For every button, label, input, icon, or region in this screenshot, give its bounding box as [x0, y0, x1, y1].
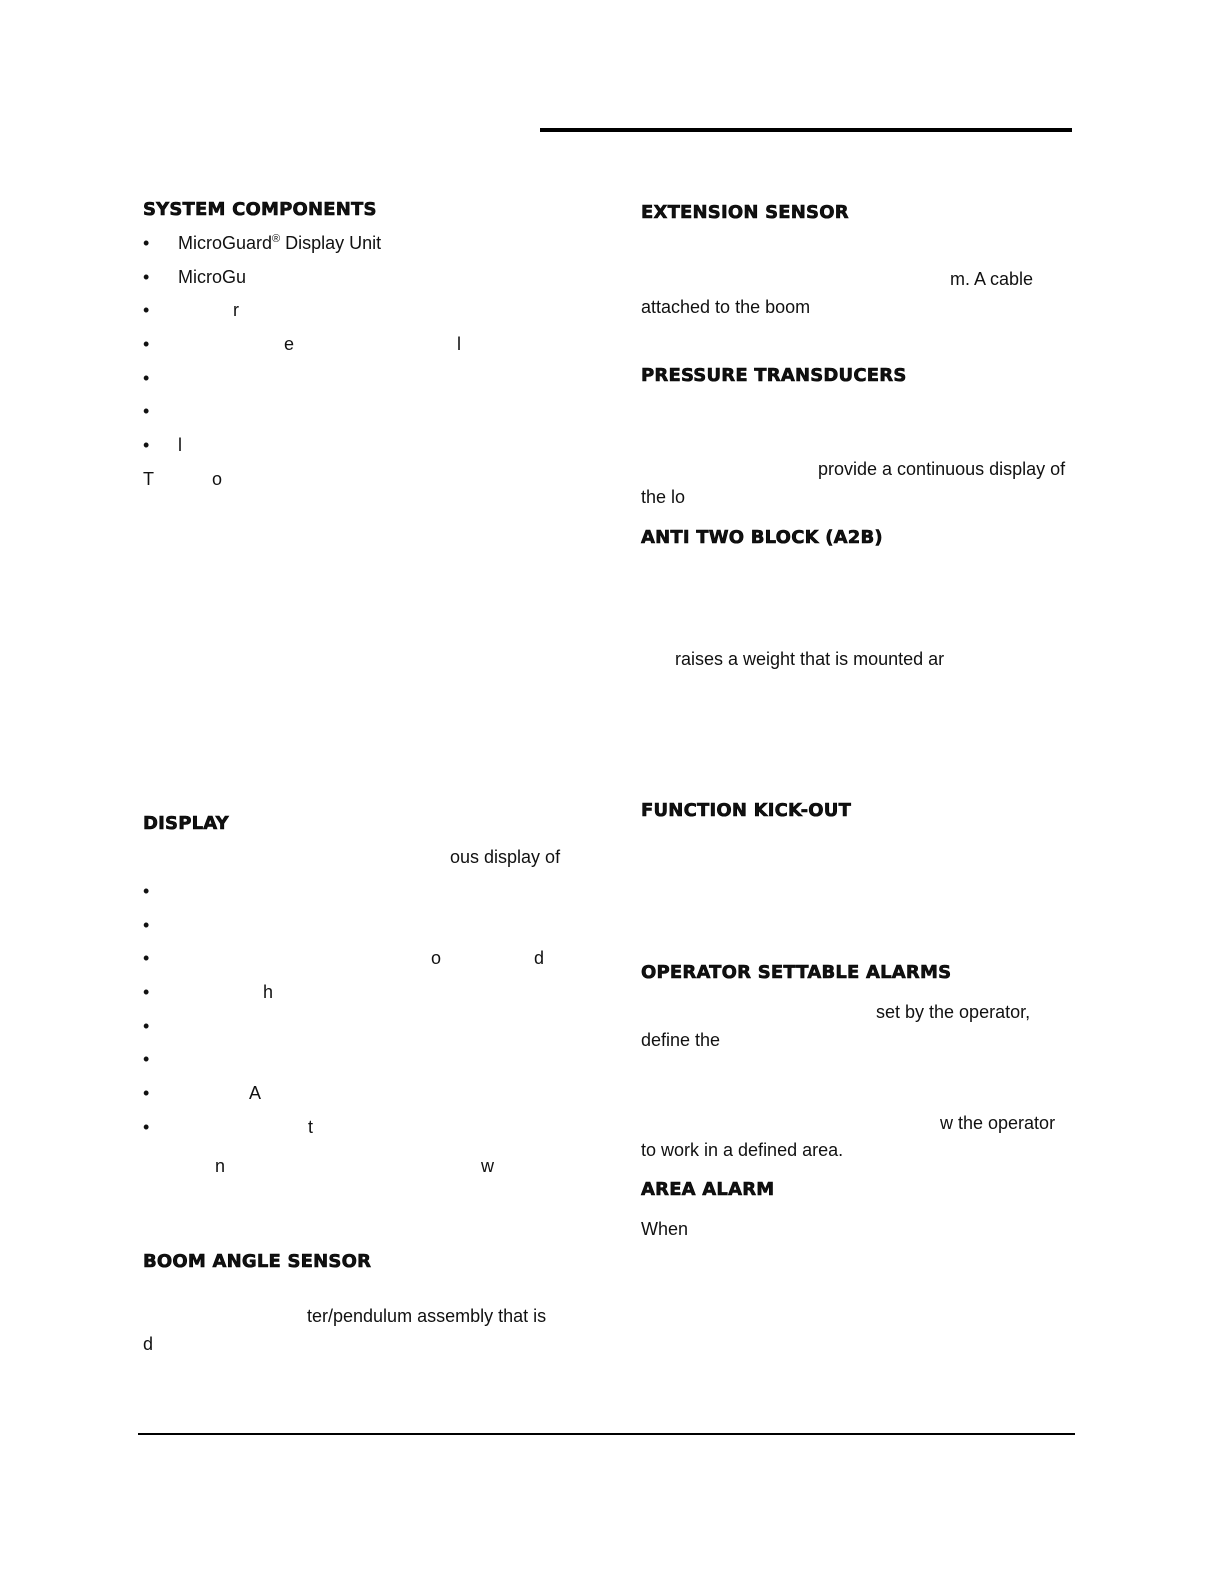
- display-note-fragment: w: [481, 1156, 494, 1176]
- display-item-8: t: [308, 1117, 314, 1137]
- area-alarm-text-line: When: [641, 1219, 689, 1239]
- operator-settable-alarms-heading: OPERATOR SETTABLE ALARMS: [641, 962, 952, 983]
- alarms-text-line: to work in a defined area.: [641, 1140, 844, 1160]
- system-components-heading: SYSTEM COMPONENTS: [143, 199, 377, 220]
- bullet-icon: •: [143, 334, 150, 354]
- footer-rule: [138, 1433, 1075, 1435]
- extension-text-line: m. A cable: [950, 269, 1034, 289]
- bullet-icon: •: [143, 982, 150, 1002]
- pressure-text-line: provide a continuous display of: [818, 459, 1066, 479]
- bullet-icon: •: [143, 1117, 150, 1137]
- anti-two-block-heading: ANTI TWO BLOCK (A2B): [641, 527, 883, 548]
- bullet-icon: •: [143, 915, 150, 935]
- extension-sensor-heading: EXTENSION SENSOR: [641, 202, 849, 223]
- display-note-fragment: n: [215, 1156, 226, 1176]
- component-item-2: MicroGu: [178, 267, 247, 287]
- bullet-icon: •: [143, 881, 150, 901]
- pressure-text-line: the lo: [641, 487, 686, 507]
- component-item-7: l: [178, 435, 182, 455]
- component-item-4-fragment: l: [457, 334, 461, 354]
- boom-angle-text-line: ter/pendulum assembly that is: [307, 1306, 547, 1326]
- component-item-4: e: [284, 334, 295, 354]
- display-item-7: A: [249, 1083, 262, 1103]
- a2b-text-line: raises a weight that is mounted ar: [675, 649, 945, 669]
- bullet-icon: •: [143, 401, 150, 421]
- pressure-transducers-heading: PRESSURE TRANSDUCERS: [641, 365, 907, 386]
- component-item-3: r: [233, 300, 239, 320]
- bullet-icon: •: [143, 368, 150, 388]
- display-intro: ous display of: [450, 847, 561, 867]
- bullet-icon: •: [143, 233, 150, 253]
- bullet-icon: •: [143, 1049, 150, 1069]
- bullet-icon: •: [143, 267, 150, 287]
- bullet-icon: •: [143, 1016, 150, 1036]
- display-item-3-fragment: d: [534, 948, 545, 968]
- boom-angle-sensor-heading: BOOM ANGLE SENSOR: [143, 1251, 372, 1272]
- extension-text-line: attached to the boom: [641, 297, 811, 317]
- bullet-icon: •: [143, 435, 150, 455]
- bullet-icon: •: [143, 948, 150, 968]
- display-item-4: h: [263, 982, 274, 1002]
- components-summary-fragment: o: [212, 469, 223, 489]
- function-kick-out-heading: FUNCTION KICK-OUT: [641, 800, 852, 821]
- bullet-icon: •: [143, 1083, 150, 1103]
- alarms-text-line: set by the operator,: [876, 1002, 1031, 1022]
- alarms-text-line: define the: [641, 1030, 721, 1050]
- boom-angle-text-line: d: [143, 1334, 154, 1354]
- components-summary-start: T: [143, 469, 154, 489]
- alarms-text-line: w the operator: [940, 1113, 1056, 1133]
- display-item-3: o: [431, 948, 442, 968]
- bullet-icon: •: [143, 300, 150, 320]
- component-item-1: MicroGuard® Display Unit: [178, 233, 382, 253]
- area-alarm-heading: AREA ALARM: [641, 1179, 775, 1200]
- display-heading: DISPLAY: [143, 813, 229, 834]
- header-rule: [540, 128, 1072, 132]
